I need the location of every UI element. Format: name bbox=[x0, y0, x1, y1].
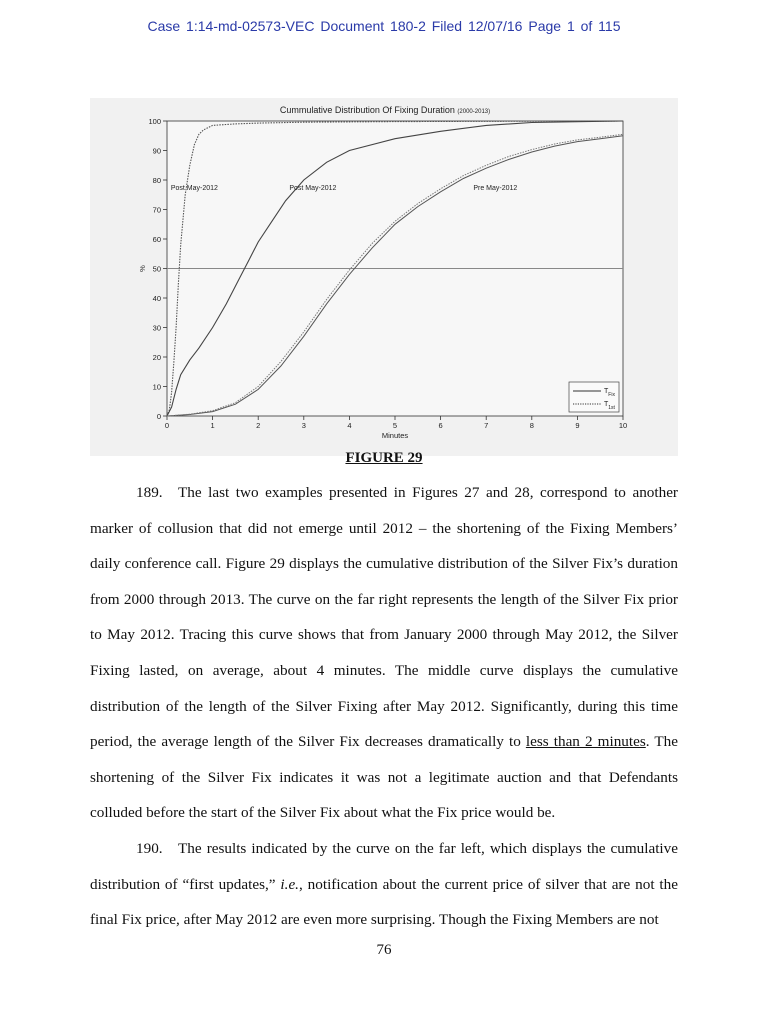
x-axis-label: Minutes bbox=[381, 431, 409, 440]
body-text bbox=[90, 475, 678, 938]
series-label-2: Post May-2012 bbox=[289, 185, 337, 192]
y-axis-label: % bbox=[138, 265, 147, 272]
y-tick-label: 10 bbox=[152, 382, 161, 392]
x-tick-label: 6 bbox=[438, 421, 443, 430]
x-tick-label: 5 bbox=[392, 421, 398, 430]
y-tick-label: 100 bbox=[148, 117, 161, 126]
x-tick-label: 4 bbox=[347, 421, 352, 430]
y-tick-label: 80 bbox=[152, 176, 161, 185]
legend-subscript: Fix bbox=[608, 392, 615, 398]
x-tick-label: 10 bbox=[618, 421, 628, 430]
y-tick-label: 30 bbox=[152, 323, 161, 333]
paragraph-text-end: . The shortening of the Silver Fix indicates it was not a legitimate auction and that Defendants colluded before the start of the Silver Fix about what the Fix price would be. bbox=[90, 733, 678, 822]
underlined-phrase: less than 2 minutes bbox=[525, 733, 646, 751]
paragraph-189 bbox=[90, 475, 678, 831]
italic-phrase: i.e. bbox=[280, 875, 299, 893]
paragraph-text: The results indicated by the curve on the far left, which displays the cumulative distribution of “first updates,” bbox=[90, 839, 678, 893]
paragraph-text: The last two examples presented in Figures 27 and 28, correspond to another marker of collusion that did not emerge until 2012 – the shortening of the Fixing Members’ daily conference call. Figure 29 displays the cumulative distribution of the Silver Fix’s duration from 2000 through 2013. The curve on the far right represents the length of the Silver Fix prior to May 2012. Tracing this curve shows that from January 2000 through May 2012, the Silver Fixing lasted, on average, about 4 minutes. The middle curve displays the cumulative distribution of the length of the Silver Fixing after May 2012. Significantly, during this time period, the average length of the Silver Fix decreases dramatically to bbox=[90, 484, 678, 751]
chart-title: Cummulative Distribution Of Fixing Duration (2000-2013) bbox=[279, 105, 491, 115]
legend-subscript: 1st bbox=[608, 405, 615, 411]
case-header: Case 1:14-md-02573-VEC Document 180-2 Filed 12/07/16 Page 1 of 115 bbox=[147, 18, 621, 34]
cdf-chart-svg bbox=[90, 98, 678, 456]
page-number: 76 bbox=[376, 942, 392, 958]
chart-title-years: (2000-2013) bbox=[457, 109, 491, 115]
paragraph-number: 189. bbox=[136, 484, 163, 501]
legend-label-1: $T_{Fix}$ bbox=[604, 388, 615, 398]
x-tick-label: 2 bbox=[256, 421, 261, 430]
y-tick-label: 20 bbox=[152, 353, 161, 362]
legend-label-2: $T_{1st}$ bbox=[604, 401, 615, 411]
x-tick-label: 7 bbox=[484, 421, 489, 430]
paragraph-text-end: , notification about the current price of silver that are not the final Fix price, after May 2012 are even more surprising. Though the Fixing Members are not bbox=[90, 875, 678, 929]
y-tick-label: 60 bbox=[152, 235, 161, 244]
x-tick-label: 1 bbox=[210, 421, 215, 430]
y-tick-label: 50 bbox=[152, 264, 161, 274]
y-tick-label: 40 bbox=[152, 294, 161, 303]
series-label-3: Pre May-2012 bbox=[473, 185, 518, 192]
y-tick-label: 70 bbox=[152, 205, 161, 215]
x-tick-label: 3 bbox=[301, 421, 306, 430]
figure-caption: FIGURE 29 bbox=[345, 450, 423, 466]
series-label-1: Post May-2012 bbox=[170, 185, 218, 192]
paragraph-190 bbox=[90, 831, 678, 938]
y-tick-label: 0 bbox=[156, 412, 161, 421]
x-tick-label: 9 bbox=[575, 421, 580, 430]
y-tick-label: 90 bbox=[152, 146, 161, 156]
x-tick-label: 0 bbox=[164, 421, 170, 430]
paragraph-number: 190. bbox=[136, 839, 163, 857]
x-tick-label: 8 bbox=[529, 421, 534, 430]
figure-29-chart bbox=[90, 98, 678, 456]
